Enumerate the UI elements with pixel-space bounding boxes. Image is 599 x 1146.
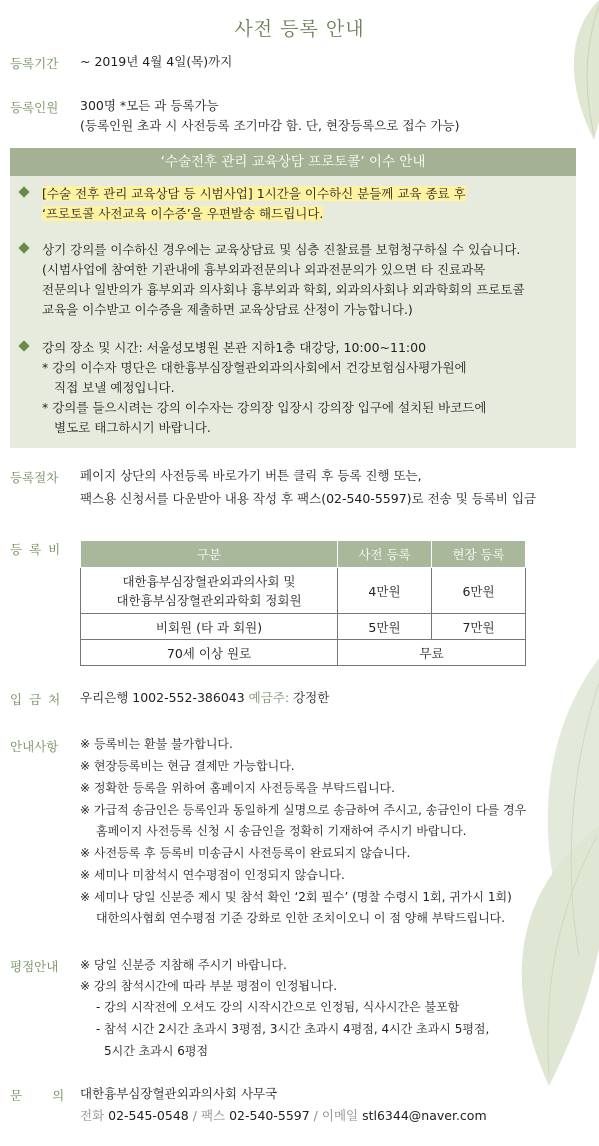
deposit-line bbox=[80, 688, 329, 707]
notice-3: ※ 정확한 등록을 위하여 홈페이지 사전등록을 부탁드립니다. bbox=[80, 781, 395, 795]
period-value: ~ 2019년 4월 4일(목)까지 bbox=[80, 54, 233, 69]
deposit-holder: 강정한 bbox=[293, 690, 330, 705]
capacity-line1: 300명 *모든 과 등록가능 bbox=[80, 98, 219, 113]
procedure-label: 등록절차 bbox=[10, 470, 59, 485]
fax-number: 02-540-5597 bbox=[229, 1108, 310, 1123]
notice-2: ※ 현장등록비는 현금 결제만 가능합니다. bbox=[80, 759, 295, 773]
procedure-line2: 팩스용 신청서를 다운받아 내용 작성 후 팩스(02-540-5597)로 전송 및 등록비 입금 bbox=[80, 491, 537, 506]
bullet3-line1: 강의 장소 및 시간: 서울성모병원 본관 지하1층 대강당, 10:00~11:00 bbox=[42, 340, 427, 355]
bullet2-line4: 교육을 이수받고 이수증을 제출하면 교육상담료 산정이 가능합니다.) bbox=[42, 302, 413, 317]
table-row bbox=[81, 640, 526, 666]
bullet2-line3: 전문의나 일반의가 흉부외과 의사회나 흉부외과 학회, 외과의사회나 외과학회의 프로토콜 bbox=[42, 282, 525, 297]
table-row bbox=[81, 614, 526, 640]
notice-7a: ※ 세미나 당일 신분증 제시 및 참석 확인 ‘2회 필수’ (명찰 수령시 1회, 귀가시 1회) bbox=[80, 890, 512, 904]
contact-line: 전화 02-545-0548 / 팩스 02-540-5597 / 이메일 stl6344@naver.com bbox=[80, 1108, 487, 1123]
phone-label: 전화 bbox=[80, 1108, 105, 1123]
fee-row1-pre: 4만원 bbox=[337, 568, 431, 614]
notice-1: ※ 등록비는 환불 불가합니다. bbox=[80, 737, 233, 751]
page-title: 사전 등록 안내 bbox=[234, 18, 365, 40]
fee-header-category: 구분 bbox=[81, 541, 338, 568]
deposit-account: 우리은행 1002-552-386043 bbox=[80, 690, 245, 705]
notices-label: 안내사항 bbox=[10, 739, 59, 754]
bullet2-line1: 상기 강의를 이수하신 경우에는 교육상담료 및 심층 진찰료를 보험청구하실 수 있습니다. bbox=[42, 242, 521, 257]
table-row bbox=[81, 568, 526, 614]
fee-row3-fee: 무료 bbox=[337, 640, 525, 666]
protocol-box bbox=[10, 148, 576, 448]
phone-number: 02-545-0548 bbox=[108, 1108, 189, 1123]
bullet1-line2: ‘프로토콜 사전교육 이수증’을 우편발송 해드립니다. bbox=[42, 206, 324, 221]
notice-5: ※ 사전등록 후 등록비 미송금시 사전등록이 완료되지 않습니다. bbox=[80, 846, 411, 860]
bullet3-line4: * 강의를 들으시려는 강의 이수자는 강의장 입장시 강의장 입구에 설치된 바코드에 bbox=[42, 400, 487, 415]
fee-label: 등록비 bbox=[10, 542, 68, 557]
contact-org: 대한흉부심장혈관외과의사회 사무국 bbox=[80, 1086, 278, 1101]
notice-7b: 대한의사협회 연수평점 기준 강화로 인한 조치이오니 이 점 양해 부탁드립니다. bbox=[96, 911, 506, 925]
fee-row2-pre: 5만원 bbox=[337, 614, 431, 640]
contact-label: 문의 bbox=[10, 1088, 95, 1103]
credits-label: 평점안내 bbox=[10, 959, 59, 974]
diamond-bullet-icon bbox=[18, 186, 29, 197]
period-label: 등록기간 bbox=[10, 56, 59, 71]
credit-4: - 참석 시간 2시간 초과시 3평점, 3시간 초과시 4평점, 4시간 초과시 5평점, bbox=[96, 1022, 490, 1036]
capacity-line2: (등록인원 초과 시 사전등록 조기마감 함. 단, 현장등록으로 접수 가능) bbox=[80, 118, 460, 133]
fee-table bbox=[80, 540, 526, 666]
diamond-bullet-icon bbox=[18, 242, 29, 253]
notice-6: ※ 세미나 미참석시 연수평점이 인정되지 않습니다. bbox=[80, 868, 345, 882]
capacity-label: 등록인원 bbox=[10, 100, 59, 115]
notice-4a: ※ 가급적 송금인은 등록인과 동일하게 실명으로 송금하여 주시고, 송금인이 다를 경우 bbox=[80, 803, 527, 817]
credit-3: - 강의 시작전에 오셔도 강의 시작시간으로 인정됨, 식사시간은 불포함 bbox=[96, 1000, 460, 1014]
credit-1: ※ 당일 신분증 지참해 주시기 바랍니다. bbox=[80, 958, 287, 972]
procedure-line1: 페이지 상단의 사전등록 바로가기 버튼 클릭 후 등록 진행 또는, bbox=[80, 468, 422, 483]
bullet2-line2: (시범사업에 참여한 기관내에 흉부외과전문의나 외과전문의가 있으면 타 진료과목 bbox=[42, 262, 486, 277]
credit-5: 5시간 초과시 6평점 bbox=[104, 1044, 209, 1058]
fee-header-onsite: 현장 등록 bbox=[431, 541, 525, 568]
fee-header-pre: 사전 등록 bbox=[337, 541, 431, 568]
fee-row2-name: 비회원 (타 과 회원) bbox=[81, 614, 338, 640]
protocol-box-header: ‘수술전후 관리 교육상담 프로토콜’ 이수 안내 bbox=[10, 148, 576, 176]
fee-row1-name-line1: 대한흉부심장혈관외과의사회 및 bbox=[122, 573, 296, 589]
email-label: 이메일 bbox=[321, 1108, 359, 1123]
bullet3-line5: 별도로 태그하시기 바랍니다. bbox=[54, 420, 211, 435]
bullet3-line2: * 강의 이수자 명단은 대한흉부심장혈관외과의사회에서 건강보험심사평가원에 bbox=[42, 360, 467, 375]
fee-row2-onsite: 7만원 bbox=[431, 614, 525, 640]
fax-label: 팩스 bbox=[200, 1108, 226, 1123]
deposit-label: 입금처 bbox=[10, 692, 68, 707]
fee-row1-name-line2: 대한흉부심장혈관외과학회 정회원 bbox=[116, 592, 302, 608]
credit-2: ※ 강의 참석시간에 따라 부분 평점이 인정됩니다. bbox=[80, 979, 338, 993]
notice-4b: 홈페이지 사전등록 신청 시 송금인을 정확히 기재하여 주시기 바랍니다. bbox=[96, 824, 467, 838]
deposit-holder-label: 예금주: bbox=[248, 690, 290, 705]
fee-row1-onsite: 6만원 bbox=[431, 568, 525, 614]
bullet1-line1: [수술 전후 관리 교육상담 등 시범사업] 1시간을 이수하신 분들께 교육 종료 후 bbox=[42, 186, 466, 201]
diamond-bullet-icon bbox=[18, 340, 29, 351]
fee-row3-name: 70세 이상 원로 bbox=[81, 640, 338, 666]
fee-row1-name bbox=[81, 568, 338, 614]
email-address[interactable]: stl6344@naver.com bbox=[362, 1108, 487, 1123]
bullet3-line3: 직접 보낼 예정입니다. bbox=[54, 380, 175, 395]
